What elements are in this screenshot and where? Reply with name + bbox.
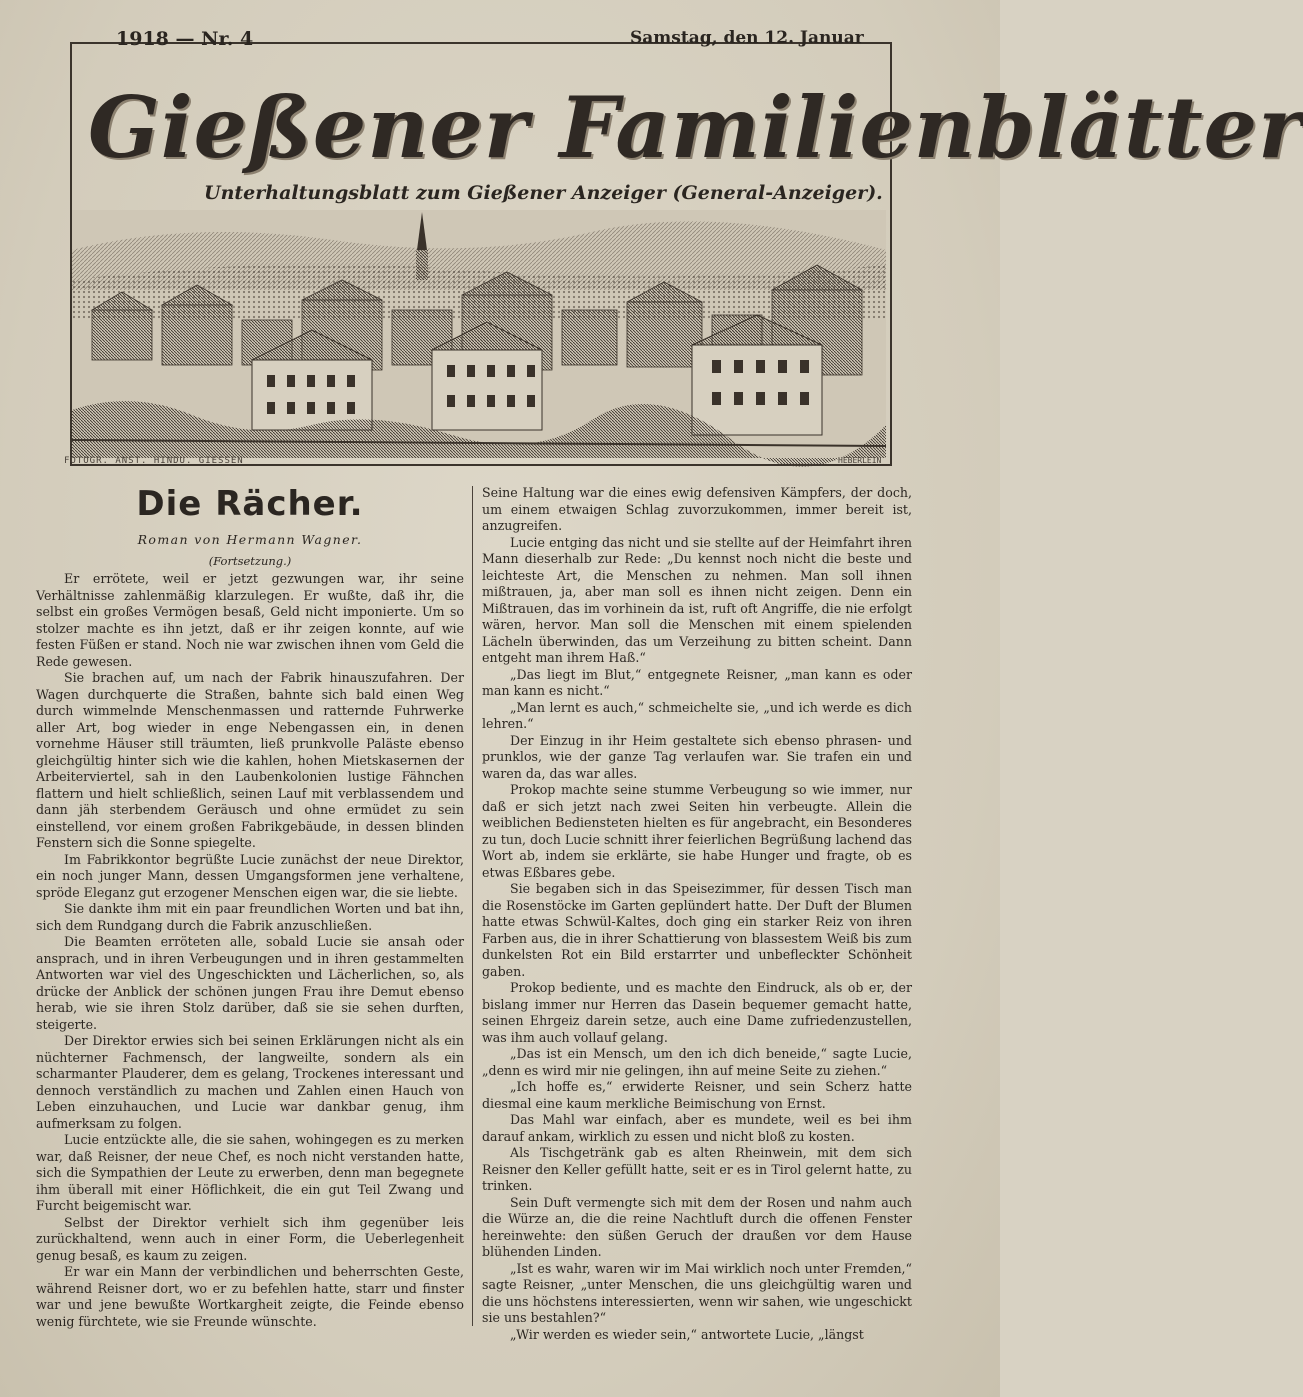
paragraph: Sein Duft vermengte sich mit dem der Rosen und nahm auch die Würze an, die die reine Nachtluft durch die offenen Fenster hereinwehte: den süßen Geruch der draußen vor dem Hause blühenden Linden. <box>482 1194 912 1259</box>
paragraph: „Wir werden es wieder sein,“ antwortete Lucie, „längst <box>510 1326 864 1342</box>
engraver-credit-right: HEBERLEIN <box>838 456 882 465</box>
paragraph: Als Tischgetränk gab es alten Rheinwein, mit dem sich Reisner den Keller gefüllt hatte, seit er es in Tirol gelernt hatte, zu trinken. <box>482 1145 912 1193</box>
city-engraving-image <box>72 210 886 458</box>
paragraph: Der Direktor erwies sich bei seinen Erklärungen nicht als ein nüchterner Fachmensch, der langweilte, sondern als ein scharmanter Plauderer, dem es gelang, Trockenes interessant und dennoch verständlich zu machen und Zahlen einen Hauch von Leben einzuhauchen, und Lucie war dankbar genug, ihm aufmerksam zu folgen. <box>36 1033 464 1131</box>
paragraph: „Ist es wahr, waren wir im Mai wirklich noch unter Fremden,“ sagte Reisner, „unter Menschen, die uns gleichgültig waren und die uns höchstens interessierten, wenn wir sahen, wie ungeschickt sie uns bestahlen?“ <box>482 1260 912 1325</box>
column-divider <box>472 486 473 1326</box>
paragraph: „Man lernt es auch,“ schmeichelte sie, „und ich werde es dich lehren.“ <box>482 699 912 731</box>
paragraph: „Das ist ein Mensch, um den ich dich beneide,“ sagte Lucie, „denn es wird mir nie gelingen, ihn auf meine Seite zu ziehen.“ <box>482 1046 912 1078</box>
paragraph: Lucie entging das nicht und sie stellte auf der Heimfahrt ihren Mann dieserhalb zur Rede: „Du kennst noch nicht die beste und leichteste Art, die Menschen zu nehmen. Man soll ihnen mißtrauen, ja, aber man soll es ihnen nicht zeigen. Denn ein Mißtrauen, das im vorhinein da ist, ruft oft Angriffe, die nie erfolgt wären, hervor. Man soll die Menschen mit einem spielenden Lächeln überwinden, das um Verzeihung zu bitten scheint. Dann entgeht man ihrem Haß.“ <box>482 534 912 665</box>
left-column <box>36 480 464 1330</box>
masthead <box>58 22 1303 472</box>
engraver-credit-left: FOTOGR. ANST. HINDU. GIESSEN <box>64 456 244 466</box>
paragraph: Er war ein Mann der verbindlichen und beherrschten Geste, während Reisner dort, wo er zu befehlen hatte, starr und finster war und jene bewußte Wortkargheit zeigte, die Feinde ebenso wenig fürchtete, wie sie Freunde wünschte. <box>36 1264 464 1329</box>
paragraph: Selbst der Direktor verhielt sich ihm gegenüber leis zurückhaltend, wenn auch in einer Form, die Ueberlegenheit genug besaß, es kaum zu zeigen. <box>36 1214 464 1263</box>
paragraph: Sie begaben sich in das Speisezimmer, für dessen Tisch man die Rosenstöcke im Garten geplündert hatte. Der Duft der Blumen hatte etwas Schwül-Kaltes, doch ging ein starker Reiz von ihren Farben aus, die in ihrer Schattierung von blassestem Weiß bis zum dunkelsten Rot ein Bild erstarrter und unbefleckter Schönheit gaben. <box>482 881 912 979</box>
newspaper-subtitle: Unterhaltungsblatt zum Gießener Anzeiger (General-Anzeiger). <box>204 182 883 204</box>
paragraph: „Das liegt im Blut,“ entgegnete Reisner, „man kann es oder man kann es nicht.“ <box>482 666 912 698</box>
paragraph: Das Mahl war einfach, aber es mundete, weil es bei ihm darauf ankam, wirklich zu essen und nicht bloß zu kosten. <box>482 1112 912 1144</box>
story-title: Die Rächer. <box>136 484 364 524</box>
newspaper-title: Gießener Familienblätter <box>88 78 1303 177</box>
paragraph: Der Einzug in ihr Heim gestaltete sich ebenso phrasen- und prunklos, wie der ganze Tag verlaufen war. Sie trafen ein und waren da, das war alles. <box>482 732 912 781</box>
issue-date: Samstag, den 12. Januar <box>630 28 864 48</box>
paragraph: Die Beamten erröteten alle, sobald Lucie sie ansah oder ansprach, und in ihren Verbeugungen und in ihren gestammelten Antworten war viel des Ungeschickten und Lächerlichen, so, als drücke der Anblick der schönen jungen Frau ihre Demut ebenso herab, wie sie ihren Stolz darüber, daß sie sie sehen durften, steigerte. <box>36 934 464 1032</box>
paragraph: Seine Haltung war die eines ewig defensiven Kämpfers, der doch, um einem etwaigen Schlag zuvorzukommen, immer bereit ist, anzugreifen. <box>482 485 912 533</box>
paragraph: Prokop machte seine stumme Verbeugung so wie immer, nur daß er sich jetzt nach zwei Seiten hin verbeugte. Allein die weiblichen Bediensteten hielten es für angebracht, ein Besonderes zu tun, doch Lucie schnitt ihrer feierlichen Begrüßung lachend das Wort ab, indem sie erklärte, sie habe Hunger und fragte, ob es etwas Eßbares gebe. <box>482 782 912 880</box>
paragraph: Prokop bediente, und es machte den Eindruck, als ob er, der bislang immer nur Herren das Dasein bequemer gemacht hatte, seinen Ehrgeiz darein setze, auch eine Dame zufriedenzustellen, was ihm auch vollauf gelang. <box>482 980 912 1045</box>
paragraph: Im Fabrikkontor begrüßte Lucie zunächst der neue Direktor, ein noch junger Mann, dessen Umgangsformen jene verhaltene, spröde Eleganz gut erzogener Menschen eigen war, die sie liebte. <box>36 851 464 900</box>
paragraph: Er errötete, weil er jetzt gezwungen war, ihr seine Verhältnisse zahlenmäßig klarzulegen. Er wußte, daß ihr, die selbst ein großes Vermögen besaß, Geld nicht imponierte. Um so stolzer machte es ihn jetzt, daß er ihr zeigen konnte, auf wie festen Füßen er stand. Noch nie war zwischen ihnen vom Geld die Rede gewesen. <box>36 571 464 669</box>
paragraph: Sie brachen auf, um nach der Fabrik hinauszufahren. Der Wagen durchquerte die Straßen, bahnte sich bald einen Weg durch wimmelnde Menschenmassen und ratternde Fuhrwerke aller Art, bog wieder in enge Nebengassen ein, in denen vornehme Häuser still träumten, ließ prunkvolle Paläste ebenso gleichgültig hinter sich wie die kahlen, hohen Mietskasernen der Arbeiterviertel, sah in den Laubenkolonien lustige Fähnchen flattern und hielt schließlich, seinen Lauf mit verblassendem und dann jäh sterbendem Geräusch und ohne ermüdet zu sein einstellend, vor einem großen Fabrikgebäude, in dessen blinden Fenstern sich die Sonne spiegelte. <box>36 670 464 850</box>
paragraph: Lucie entzückte alle, die sie sahen, wohingegen es zu merken war, daß Reisner, der neue Chef, es noch nicht verstanden hatte, sich die Sympathien der Leute zu erwerben, denn man begegnete ihm überall mit einer Höflichkeit, die ein gut Teil Zwang und Furcht beigemischt war. <box>36 1132 464 1213</box>
story-byline: Roman von Hermann Wagner. <box>137 532 363 547</box>
continuation-note: (Fortsetzung.) <box>208 553 292 568</box>
paragraph: Sie dankte ihm mit ein paar freundlichen Worten und bat ihn, sich dem Rundgang durch die Fabrik anzuschließen. <box>36 901 464 933</box>
paragraph: „Ich hoffe es,“ erwiderte Reisner, und sein Scherz hatte diesmal eine kaum merkliche Beimischung von Ernst. <box>482 1079 912 1111</box>
issue-number: 1918 — Nr. 4 <box>116 28 254 50</box>
right-column <box>482 485 912 1343</box>
